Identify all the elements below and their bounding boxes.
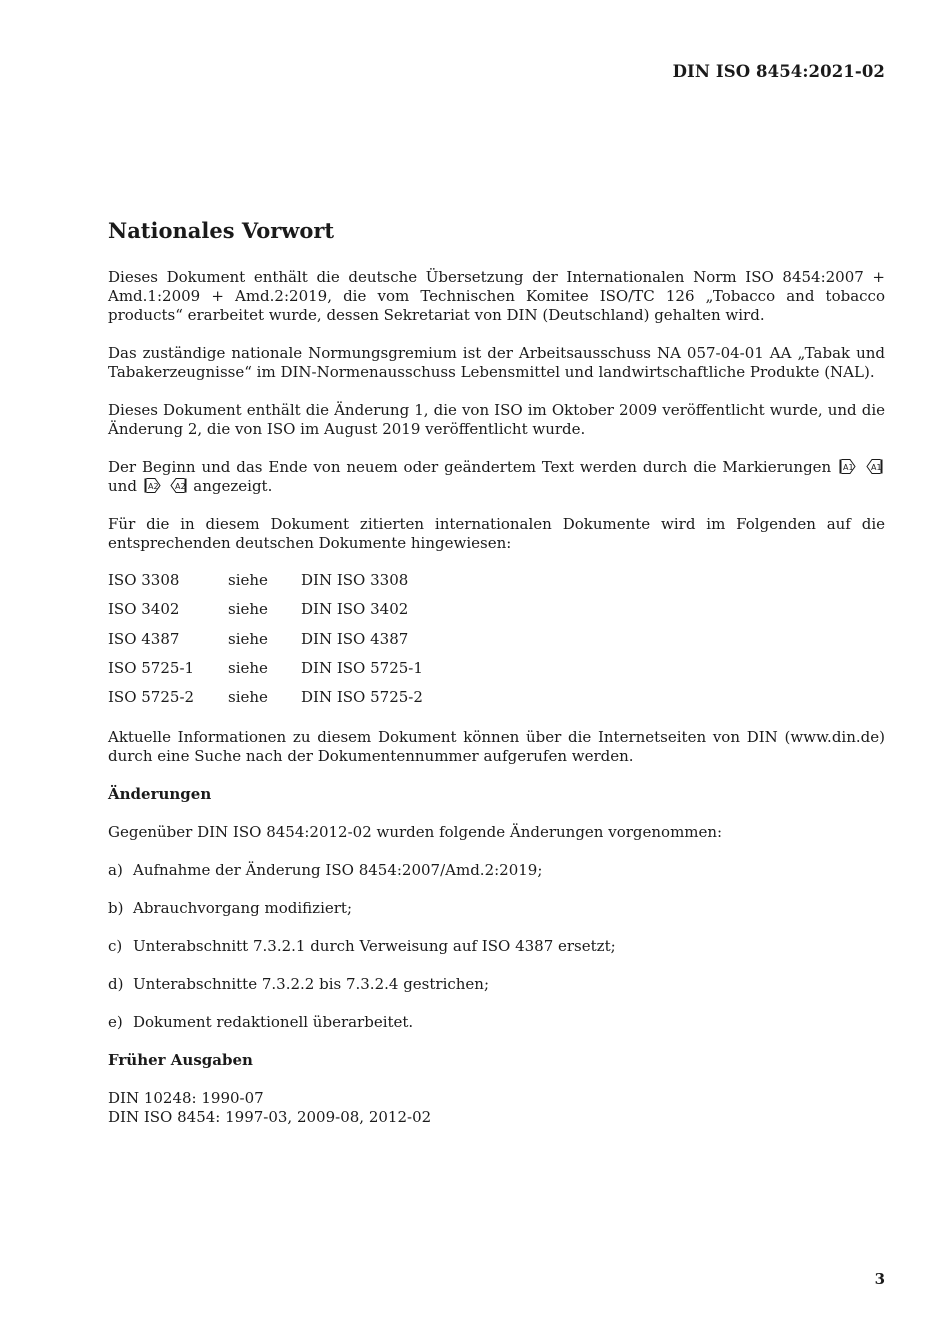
page-number: 3 [874,1270,885,1288]
list-item-text: Unterabschnitte 7.3.2.2 bis 7.3.2.4 gestrichen; [133,975,490,994]
document-body [108,268,885,1127]
list-item-label: c) [108,937,123,956]
amendment-2-start-label: A2 [147,482,159,491]
list-item-label: b) [108,899,124,918]
table-row [108,654,423,683]
paragraph-committee: Das zuständige nationale Normungsgremium ist der Arbeitsausschuss NA 057-04-01 AA „Tabak und Tabakerzeugnisse“ im DIN-Normenausschuss Lebensmittel und landwirtschaftliche Produkte (NAL). [108,344,885,381]
changes-intro: Gegenüber DIN ISO 8454:2012-02 wurden folgende Änderungen vorgenommen: [108,823,723,842]
table-row [108,625,423,654]
din-reference: DIN ISO 5725-1 [301,659,423,678]
markers-text-and: und [108,477,137,495]
din-reference: DIN ISO 4387 [301,629,409,648]
din-reference: DIN ISO 3308 [301,571,409,590]
list-item [108,1013,885,1032]
list-item [108,861,885,880]
reference-table [108,566,423,712]
edition-line: DIN ISO 8454: 1997-03, 2009-08, 2012-02 [108,1108,432,1127]
document-id: DIN ISO 8454:2021-02 [672,62,885,81]
page-title: Nationales Vorwort [108,218,335,243]
iso-reference: ISO 3402 [108,600,180,619]
paragraph-translation: Dieses Dokument enthält die deutsche Übersetzung der Internationalen Norm ISO 8454:2007 + Amd.1:2009 + Amd.2:2019, die vom Technischen Komitee ISO/TC 126 „Tobacco and tobacco products“ erarbeitet wurde, dessen Sekretariat von DIN (Deutschland) gehalten wird. [108,268,885,324]
iso-reference: ISO 4387 [108,629,180,648]
edition-line: DIN 10248: 1990-07 [108,1089,264,1108]
markers-text-after: angezeigt. [193,477,273,495]
amendment-2-start-marker-icon [144,478,161,493]
list-item [108,899,885,918]
editions-heading: Früher Ausgaben [108,1051,253,1070]
see-label: siehe [228,571,268,590]
iso-reference: ISO 3308 [108,571,180,590]
list-item-label: e) [108,1013,123,1032]
list-item-text: Aufnahme der Änderung ISO 8454:2007/Amd.2:2019; [133,861,543,880]
list-item-text: Unterabschnitt 7.3.2.1 durch Verweisung auf ISO 4387 ersetzt; [133,937,616,956]
list-item-text: Dokument redaktionell überarbeitet. [133,1013,414,1032]
table-row [108,595,423,624]
paragraph-references-intro: Für die in diesem Dokument zitierten internationalen Dokumente wird im Folgenden auf die entsprechenden deutschen Dokumente hingewiesen: [108,515,885,552]
paragraph-amendments: Dieses Dokument enthält die Änderung 1, die von ISO im Oktober 2009 veröffentlicht wurde, und die Änderung 2, die von ISO im August 2019 veröffentlicht wurde. [108,401,885,438]
list-item-label: a) [108,861,123,880]
amendment-1-end-marker-icon [866,459,883,474]
amendment-2-end-label: A2 [174,482,186,491]
amendment-1-start-label: A1 [843,463,854,472]
iso-reference: ISO 5725-2 [108,688,195,707]
list-item [108,937,885,956]
changes-heading: Änderungen [108,785,212,804]
din-reference: DIN ISO 5725-2 [301,688,423,707]
see-label: siehe [228,600,268,619]
paragraph-online-info: Aktuelle Informationen zu diesem Dokument können über die Internetseiten von DIN (www.din.de) durch eine Suche nach der Dokumentennummer aufgerufen werden. [108,728,885,766]
amendment-1-end-label: A1 [871,463,882,472]
list-item-label: d) [108,975,124,994]
list-item [108,975,885,994]
amendment-1-start-marker-icon [839,459,856,474]
list-item-text: Abrauchvorgang modifiziert; [133,899,353,918]
editions-list [108,1089,885,1127]
see-label: siehe [228,629,268,648]
markers-text-before: Der Beginn und das Ende von neuem oder geändertem Text werden durch die Markierungen [108,458,832,476]
iso-reference: ISO 5725-1 [108,659,195,678]
din-reference: DIN ISO 3402 [301,600,409,619]
see-label: siehe [228,659,268,678]
table-row [108,566,423,595]
amendment-2-end-marker-icon [170,478,187,493]
paragraph-markers [108,458,885,496]
table-row [108,683,423,712]
see-label: siehe [228,688,268,707]
